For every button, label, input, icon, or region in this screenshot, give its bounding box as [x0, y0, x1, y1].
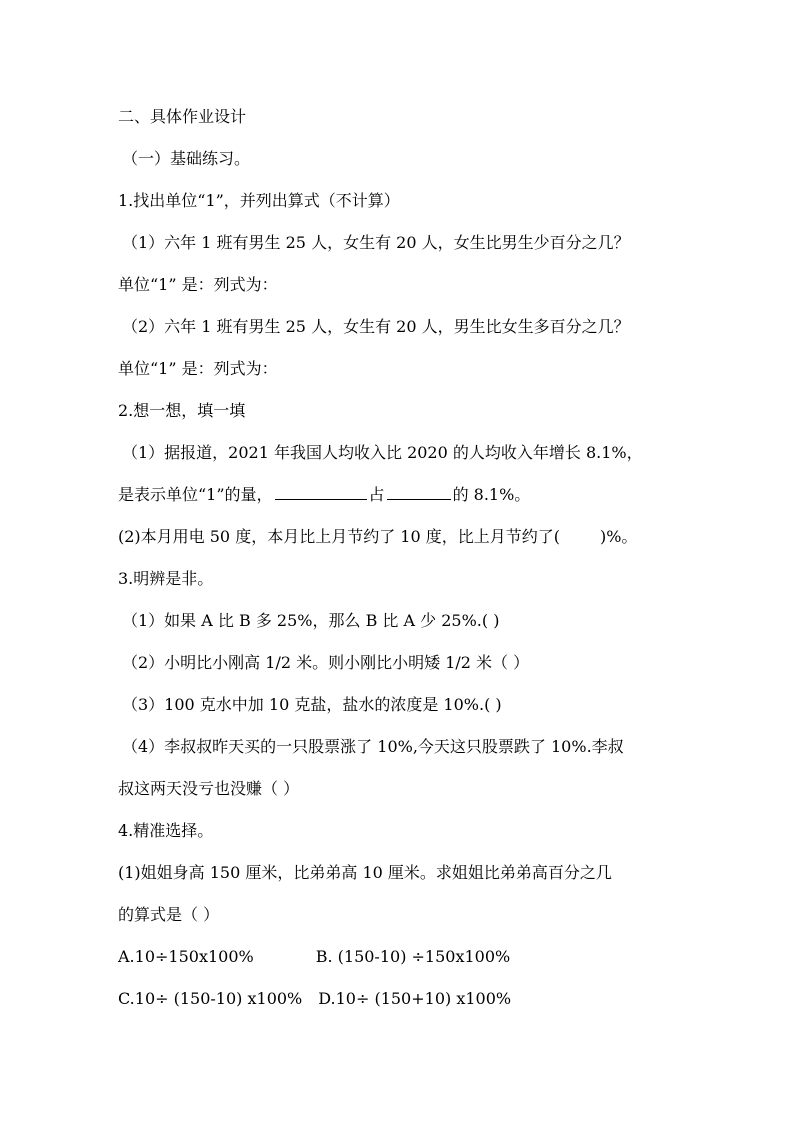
q4-title: 4.精准选择。	[118, 821, 214, 840]
fill-blank-2[interactable]	[387, 481, 451, 500]
q4-sub1-line2: 的算式是（ ）	[118, 905, 220, 924]
section-title: （一）基础练习。	[122, 149, 251, 168]
q2-sub1-line1: （1）据报道，2021 年我国人均收入比 2020 的人均收入年增长 8.1%，	[122, 443, 643, 462]
option-a: A.10÷150x100%	[118, 947, 254, 966]
q2-sub2-text-a: (2)本月用电 50 度，本月比上月节约了 10 度，比上月节约了(	[118, 527, 560, 546]
q2-title: 2.想一想，填一填	[118, 401, 246, 420]
heading: 二、具体作业设计	[118, 107, 247, 126]
q3-item-2: （2）小明比小刚高 1/2 米。则小刚比小明矮 1/2 米（ ）	[122, 653, 530, 672]
q3-item-3: （3）100 克水中加 10 克盐，盐水的浓度是 10%.( )	[122, 695, 502, 714]
q2-sub1-text-b: 占	[368, 485, 385, 504]
q4-options-cd	[118, 984, 511, 1014]
q1-sub2: （2）六年 1 班有男生 25 人，女生有 20 人，男生比女生多百分之几？	[122, 317, 630, 336]
q2-sub1-text-a: 是表示单位“1”的量，	[118, 485, 273, 504]
q3-item-1: （1）如果 A 比 B 多 25%，那么 B 比 A 少 25%.( )	[122, 611, 500, 630]
q4-sub1-line1: (1)姐姐身高 150 厘米，比弟弟高 10 厘米。求姐姐比弟弟高百分之几	[118, 863, 612, 882]
q1-answer1: 单位“1” 是：列式为：	[118, 275, 278, 294]
q1-title: 1.找出单位“1”，并列出算式（不计算）	[118, 191, 400, 210]
q2-sub1-line2	[118, 480, 530, 510]
q3-title: 3.明辨是非。	[118, 569, 214, 588]
fill-blank-1[interactable]	[275, 481, 367, 500]
q2-sub2	[118, 522, 637, 552]
q1-answer2: 单位“1” 是：列式为：	[118, 359, 278, 378]
q3-item-4-cont: 叔这两天没亏也没赚（ ）	[118, 779, 300, 798]
q3-item-4: （4）李叔叔昨天买的一只股票涨了 10%,今天这只股票跌了 10%.李叔	[122, 737, 624, 756]
q2-sub1-text-c: 的 8.1%。	[452, 485, 531, 504]
option-c: C.10÷ (150-10) x100%	[118, 989, 303, 1008]
option-d: D.10÷ (150+10) x100%	[318, 989, 512, 1008]
q1-sub1: （1）六年 1 班有男生 25 人，女生有 20 人，女生比男生少百分之几？	[122, 233, 630, 252]
option-b: B. (150-10) ÷150x100%	[315, 947, 511, 966]
q2-sub2-text-b: )%。	[599, 527, 638, 546]
q4-options-ab	[118, 942, 510, 972]
